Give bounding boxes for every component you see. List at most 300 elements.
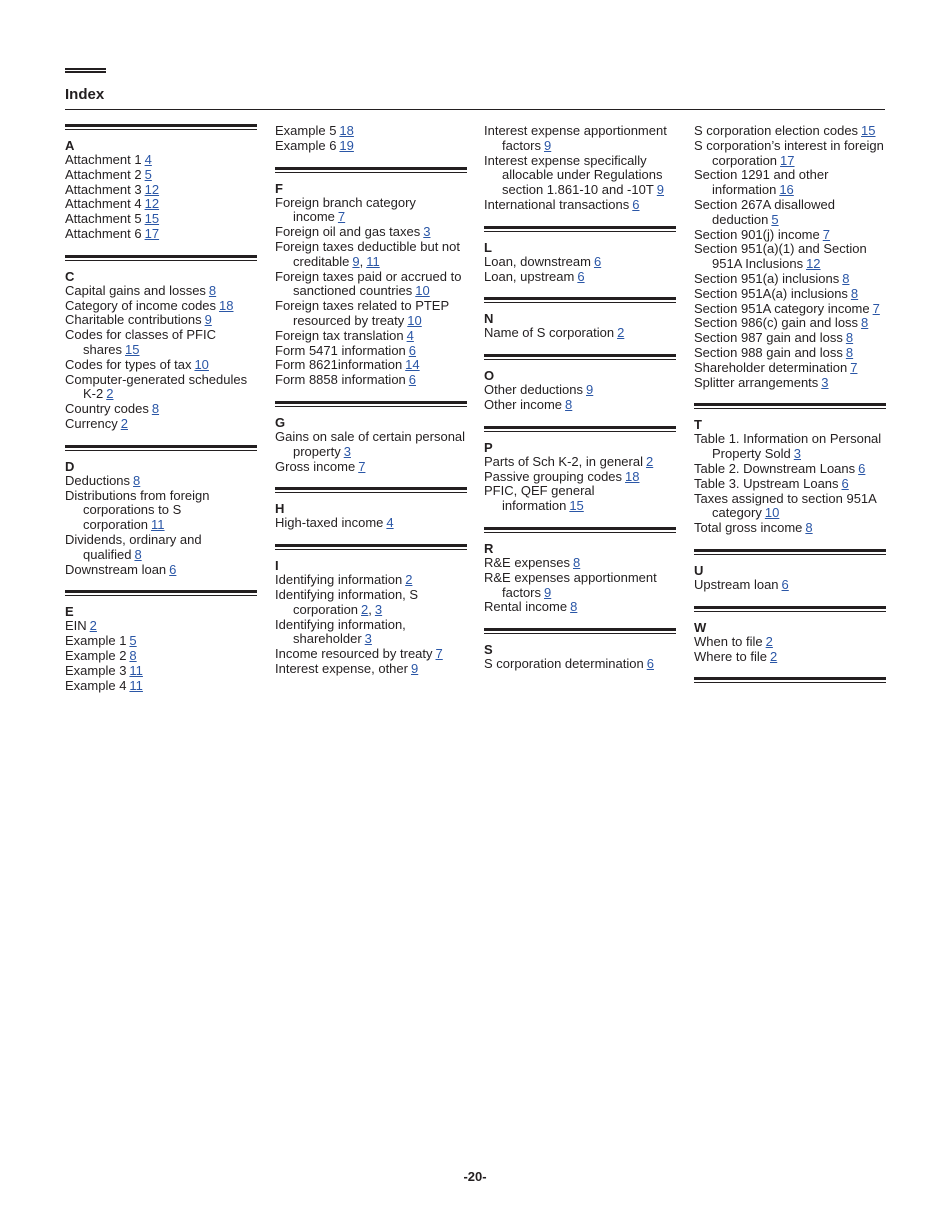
- section-spacer: [275, 531, 467, 544]
- section-letter: I: [275, 558, 279, 574]
- section-spacer: [275, 474, 467, 487]
- page-ref-link[interactable]: 7: [822, 226, 830, 242]
- index-entry-text: Interest expense apportionment factors: [484, 123, 667, 153]
- page-number: -20-: [463, 1169, 487, 1184]
- index-entry: [484, 455, 676, 470]
- index-entry-text: Passive grouping codes: [484, 468, 623, 484]
- page-ref-link[interactable]: 6: [781, 576, 789, 592]
- section-spacer: [484, 213, 676, 226]
- index-entry-text: Identifying information, S corporation: [275, 586, 419, 617]
- index-entry-text: Section 951A category income: [694, 300, 870, 316]
- index-section-continued: [484, 124, 676, 213]
- page-ref-link[interactable]: 4: [386, 515, 394, 531]
- index-column-2: [275, 124, 467, 677]
- index-entry-text: Currency: [65, 415, 118, 431]
- index-entry-text: Foreign branch category income: [275, 194, 416, 225]
- index-entry: [65, 358, 257, 373]
- index-entry: [484, 398, 676, 413]
- index-entry: [65, 373, 257, 403]
- index-entry: [275, 373, 467, 388]
- index-entry: [275, 588, 467, 618]
- index-entry-text: Identifying information, shareholder: [275, 616, 406, 647]
- section-spacer: [65, 432, 257, 445]
- index-entry: [694, 635, 886, 650]
- section-letter: N: [484, 311, 494, 327]
- page-ref-link[interactable]: 3: [423, 224, 431, 240]
- index-entry: [484, 326, 676, 341]
- page-ref-link[interactable]: 12: [144, 181, 160, 197]
- page-ref-link[interactable]: 8: [208, 282, 217, 298]
- section-divider: [484, 226, 676, 232]
- index-entry-text: Section 951(a) inclusions: [694, 270, 840, 286]
- page-ref-link[interactable]: 6: [408, 342, 417, 358]
- index-entry: [484, 556, 676, 571]
- page-ref-link[interactable]: 6: [841, 475, 849, 491]
- index-entry-text: Form 8858 information: [275, 372, 406, 388]
- index-entry: [65, 417, 257, 432]
- index-entry-text: Form 8621information: [275, 357, 403, 373]
- index-entry: [275, 196, 467, 226]
- section-letter: L: [484, 239, 492, 255]
- page-ref-link[interactable]: 8: [845, 330, 854, 346]
- index-entry-text: Capital gains and losses: [65, 282, 206, 298]
- index-entry-text: R&E expenses apportionment factors: [484, 569, 657, 600]
- page-ref-link[interactable]: 2: [645, 453, 654, 469]
- index-entry: [484, 124, 676, 154]
- index-entry: [694, 650, 886, 665]
- index-entry-text: Downstream loan: [65, 561, 167, 577]
- index-entry: [65, 284, 257, 299]
- index-entry-text: Rental income: [484, 599, 568, 615]
- index-entry: [484, 154, 676, 198]
- page-ref-link[interactable]: 11: [151, 517, 165, 533]
- index-entry-text: Table 1. Information on Personal Property Sold: [694, 431, 882, 462]
- index-entry-text: Foreign taxes related to PTEP resourced by treaty: [275, 298, 449, 328]
- page-ref-link[interactable]: 4: [144, 152, 152, 167]
- index-section-t: [694, 403, 886, 536]
- index-entry-text: Upstream loan: [694, 576, 779, 592]
- page-ref-link[interactable]: 2: [769, 648, 778, 664]
- section-divider: [275, 401, 467, 407]
- index-section-l: [484, 226, 676, 285]
- index-entry-text: S corporation election codes: [694, 123, 859, 138]
- page-ref-link[interactable]: 9: [656, 182, 665, 198]
- page-ref-link[interactable]: 8: [570, 599, 578, 615]
- index-entry: [694, 477, 886, 492]
- top-decorative-rule: [65, 68, 106, 73]
- page-ref-link[interactable]: 6: [632, 196, 640, 212]
- index-entry: [65, 664, 257, 679]
- index-entry: [275, 329, 467, 344]
- index-entry: [275, 139, 467, 154]
- page-ref-link[interactable]: 14: [405, 357, 420, 373]
- page-ref-link[interactable]: 9: [544, 137, 552, 153]
- page-ref-link[interactable]: 12: [806, 256, 821, 272]
- page-ref-link[interactable]: 2: [405, 572, 413, 588]
- index-entry: [65, 212, 257, 227]
- index-entry: [275, 344, 467, 359]
- index-entry-text: Codes for types of tax: [65, 356, 192, 372]
- section-letter: G: [275, 414, 286, 430]
- page-ref-link[interactable]: 10: [415, 283, 430, 299]
- page-ref-link[interactable]: 6: [593, 253, 602, 269]
- page-ref-link[interactable]: 16: [779, 182, 794, 198]
- page-ref-link[interactable]: 2: [765, 633, 773, 649]
- page-ref-link[interactable]: 7: [872, 300, 880, 316]
- index-entry-text: R&E expenses: [484, 554, 570, 570]
- page-ref-link[interactable]: 4: [406, 327, 414, 343]
- index-entry-text: Foreign taxes deductible but not creditable: [275, 238, 461, 269]
- page-ref-link[interactable]: 15: [125, 341, 140, 357]
- page-ref-link[interactable]: 8: [129, 647, 137, 663]
- index-entry-text: Parts of Sch K-2, in general: [484, 453, 643, 469]
- index-section-d: [65, 445, 257, 578]
- section-divider: [484, 354, 676, 360]
- index-entry-text: Computer-generated schedules K-2: [65, 371, 248, 402]
- section-letter: T: [694, 417, 702, 433]
- index-entry-text: Section 267A disallowed deduction: [694, 196, 835, 227]
- page-ref-link[interactable]: 15: [861, 123, 876, 138]
- page-ref-link[interactable]: 5: [129, 633, 137, 649]
- page-ref-link[interactable]: 8: [565, 396, 573, 412]
- index-entry-text: S corporation’s interest in foreign corporation: [694, 137, 884, 168]
- index-entry-text: Income resourced by treaty: [275, 646, 433, 662]
- index-entry-text: Charitable contributions: [65, 312, 202, 328]
- index-entry: [65, 679, 257, 694]
- index-entry-text: Gains on sale of certain personal property: [275, 428, 466, 459]
- page-ref-link[interactable]: 2: [617, 325, 625, 341]
- page-ref-link[interactable]: 7: [435, 646, 443, 662]
- index-section-continued: [694, 124, 886, 390]
- page-ref-link[interactable]: 6: [646, 656, 654, 672]
- index-entry-text: Where to file: [694, 648, 767, 664]
- page-ref-link[interactable]: 9: [544, 584, 552, 600]
- page-ref-link[interactable]: 2: [89, 618, 97, 634]
- title-divider: [65, 109, 885, 110]
- section-divider: [275, 167, 467, 173]
- page-ref-link[interactable]: 5: [771, 211, 779, 227]
- index-entry: [65, 183, 257, 198]
- section-divider: [484, 628, 676, 634]
- index-entry: [694, 521, 886, 536]
- section-letter: W: [694, 619, 707, 635]
- index-entry-text: Foreign tax translation: [275, 327, 404, 343]
- index-entry-text: Table 2. Downstream Loans: [694, 460, 856, 476]
- section-letter: O: [484, 368, 495, 384]
- index-entry: [65, 153, 257, 168]
- page-ref-link[interactable]: 9: [204, 312, 212, 328]
- section-divider: [694, 606, 886, 612]
- index-entry-text: High-taxed income: [275, 515, 384, 531]
- index-entry: [694, 316, 886, 331]
- index-entry-text: Section 987 gain and loss: [694, 330, 843, 346]
- section-spacer: [694, 536, 886, 549]
- index-entry: [65, 489, 257, 533]
- index-entry: [65, 328, 257, 358]
- page-title: Index: [65, 86, 105, 103]
- section-divider: [694, 403, 886, 409]
- index-section-e: [65, 590, 257, 693]
- section-spacer: [275, 388, 467, 401]
- page-ref-link[interactable]: 18: [625, 468, 640, 484]
- page-ref-link[interactable]: 18: [219, 297, 234, 313]
- section-divider: [275, 544, 467, 550]
- section-divider: [65, 590, 257, 596]
- section-letter: P: [484, 439, 493, 455]
- page-ref-link[interactable]: 2: [120, 415, 128, 431]
- index-entry: [694, 242, 886, 272]
- index-entry: [694, 124, 886, 139]
- page-ref-link[interactable]: 7: [337, 209, 346, 225]
- index-entry-text: Other income: [484, 396, 563, 412]
- index-entry: [275, 299, 467, 329]
- index-entry-text: Attachment 6: [65, 225, 142, 241]
- page-ref-link[interactable]: 3: [374, 601, 383, 617]
- index-entry-text: Shareholder determination: [694, 359, 848, 375]
- index-section-continued: [275, 124, 467, 154]
- page-ref-link[interactable]: 8: [133, 472, 141, 488]
- index-section-u: [694, 549, 886, 593]
- index-entry: [694, 272, 886, 287]
- page-ref-link[interactable]: 8: [134, 546, 142, 562]
- index-entry-text: Identifying information: [275, 572, 403, 588]
- index-entry: [65, 168, 257, 183]
- page-ref-link[interactable]: 7: [358, 458, 366, 474]
- index-entry: [484, 571, 676, 601]
- index-entry-text: Example 4: [65, 677, 127, 693]
- section-spacer: [484, 284, 676, 297]
- section-spacer: [275, 154, 467, 167]
- index-entry-text: Attachment 5: [65, 211, 142, 227]
- index-entry: [275, 460, 467, 475]
- page-ref-link[interactable]: 10: [194, 356, 209, 372]
- index-entry: [694, 139, 886, 169]
- page-ref-link[interactable]: 3: [821, 374, 829, 390]
- page-ref-link[interactable]: 17: [144, 225, 160, 241]
- index-entry: [65, 619, 257, 634]
- index-entry: [694, 346, 886, 361]
- index-entry-text: Name of S corporation: [484, 325, 615, 341]
- index-entry: [65, 563, 257, 578]
- index-entry-text: Dividends, ordinary and qualified: [65, 531, 202, 562]
- index-entry: [65, 474, 257, 489]
- index-entry: [65, 299, 257, 314]
- page-ref-link[interactable]: 10: [764, 505, 780, 521]
- section-spacer: [484, 514, 676, 527]
- index-section-c: [65, 255, 257, 432]
- index-entry-text: Country codes: [65, 401, 149, 417]
- index-entry: [694, 331, 886, 346]
- index-entry-text: EIN: [65, 618, 87, 634]
- index-entry-text: Attachment 4: [65, 196, 142, 212]
- page-ref-link[interactable]: 15: [569, 498, 584, 514]
- index-entry: [275, 240, 467, 270]
- index-entry: [694, 168, 886, 198]
- page-ref-link[interactable]: 8: [861, 315, 869, 331]
- index-entry: [65, 197, 257, 212]
- section-divider: [65, 445, 257, 451]
- index-entry: [65, 227, 257, 242]
- page-ref-link[interactable]: 10: [407, 312, 422, 328]
- section-letter: D: [65, 458, 75, 474]
- page-ref-link[interactable]: 8: [151, 401, 160, 417]
- section-divider: [484, 527, 676, 533]
- index-entry: [275, 647, 467, 662]
- page-ref-link[interactable]: 8: [805, 520, 813, 536]
- index-section-h: [275, 487, 467, 531]
- index-entry-text: Foreign oil and gas taxes: [275, 224, 421, 240]
- index-entry-text: Loan, upstream: [484, 268, 575, 284]
- page-ref-link[interactable]: 11: [366, 253, 380, 269]
- index-entry-text: S corporation determination: [484, 656, 644, 672]
- index-entry: [484, 270, 676, 285]
- index-entry: [484, 255, 676, 270]
- page-ref-link[interactable]: 7: [850, 359, 858, 375]
- index-entry: [275, 124, 467, 139]
- index-entry-text: Interest expense, other: [275, 660, 408, 676]
- index-entry-text: Category of income codes: [65, 297, 217, 313]
- page-ref-link[interactable]: 15: [144, 211, 160, 227]
- page-ref-link[interactable]: 9: [586, 382, 594, 398]
- section-letter: C: [65, 268, 75, 284]
- section-spacer: [694, 593, 886, 606]
- index-entry: [484, 470, 676, 485]
- section-letter: U: [694, 562, 704, 578]
- index-section-g: [275, 401, 467, 474]
- page-ref-link[interactable]: 19: [339, 137, 354, 153]
- page-ref-link[interactable]: 5: [144, 166, 152, 182]
- index-section-r: [484, 527, 676, 615]
- page-ref-link[interactable]: 2: [361, 601, 369, 617]
- index-section-s: [484, 628, 676, 672]
- index-entry-text: Attachment 1: [65, 152, 142, 167]
- index-entry: [65, 649, 257, 664]
- index-entry: [275, 358, 467, 373]
- index-entry: [65, 313, 257, 328]
- index-column-4: [694, 124, 886, 683]
- section-letter: S: [484, 642, 493, 658]
- index-entry-text: Attachment 2: [65, 166, 142, 182]
- section-letter: A: [65, 138, 75, 153]
- index-entry: [275, 430, 467, 460]
- page-ref-link[interactable]: 8: [845, 344, 854, 360]
- section-spacer: [484, 413, 676, 426]
- index-section-f: [275, 167, 467, 388]
- index-entry-text: Splitter arrangements: [694, 374, 819, 390]
- page-ref-link[interactable]: 3: [364, 631, 372, 647]
- page-ref-link[interactable]: 6: [169, 561, 177, 577]
- index-section-i: [275, 544, 467, 677]
- index-entry-text: Loan, downstream: [484, 253, 591, 269]
- index-entry-text: Foreign taxes paid or accrued to sanctioned countries: [275, 268, 462, 299]
- section-divider: [484, 297, 676, 303]
- index-entry: [694, 228, 886, 243]
- page-ref-link[interactable]: 9: [410, 660, 419, 676]
- section-divider: [484, 426, 676, 432]
- page-ref-link[interactable]: 8: [850, 285, 859, 301]
- section-spacer: [694, 390, 886, 403]
- index-entry-text: Gross income: [275, 458, 356, 474]
- page-ref-link[interactable]: 3: [793, 446, 801, 462]
- index-entry: [484, 383, 676, 398]
- index-entry: [694, 492, 886, 522]
- index-entry-text: Example 5: [275, 123, 337, 138]
- index-section-n: [484, 297, 676, 341]
- section-letter: R: [484, 540, 494, 556]
- index-entry-text: Section 986(c) gain and loss: [694, 315, 859, 331]
- index-entry-text: Section 988 gain and loss: [694, 344, 843, 360]
- index-entry: [694, 361, 886, 376]
- index-section-w: [694, 606, 886, 665]
- index-entry-text: Example 2: [65, 647, 127, 663]
- page-ref-link[interactable]: 12: [144, 196, 160, 212]
- index-entry: [275, 573, 467, 588]
- index-entry: [694, 198, 886, 228]
- index-entry-text: Table 3. Upstream Loans: [694, 475, 839, 491]
- section-letter: H: [275, 501, 285, 517]
- index-entry-text: Example 1: [65, 633, 127, 649]
- page-ref-link[interactable]: 9: [352, 253, 360, 269]
- index-entry: [65, 402, 257, 417]
- index-entry: [484, 600, 676, 615]
- index-entry-text: Attachment 3: [65, 181, 142, 197]
- page-ref-link[interactable]: 18: [339, 123, 354, 138]
- index-entry-text: International transactions: [484, 196, 630, 212]
- page-ref-link[interactable]: 6: [858, 460, 866, 476]
- index-entry: [275, 225, 467, 240]
- index-section-o: [484, 354, 676, 413]
- section-divider: [65, 255, 257, 261]
- index-entry-text: Other deductions: [484, 382, 584, 398]
- page-ref-link[interactable]: 8: [573, 554, 581, 570]
- index-entry: [484, 484, 676, 514]
- index-entry: [694, 376, 886, 391]
- index-entry: [694, 287, 886, 302]
- index-entry-text: Section 901(j) income: [694, 226, 820, 242]
- index-entry: [65, 533, 257, 563]
- index-entry-text: Taxes assigned to section 951A category: [694, 490, 877, 521]
- index-entry-text: Section 951A(a) inclusions: [694, 285, 848, 301]
- page-ref-link[interactable]: 11: [129, 662, 143, 678]
- page-ref-link[interactable]: 6: [577, 268, 585, 284]
- index-entry: [694, 578, 886, 593]
- index-entry-text: PFIC, QEF general information: [484, 483, 595, 514]
- page-ref-link[interactable]: 17: [780, 152, 795, 168]
- index-entry-text: Deductions: [65, 472, 131, 488]
- section-letter: E: [65, 604, 74, 620]
- index-entry-text: Total gross income: [694, 520, 803, 536]
- index-entry: [275, 662, 467, 677]
- index-entry-text: Example 3: [65, 662, 127, 678]
- index-entry-text: Section 951(a)(1) and Section 951A Inclusions: [694, 241, 867, 272]
- index-entry-text: Section 1291 and other information: [694, 167, 829, 198]
- index-section-a: [65, 124, 257, 242]
- page-ref-separator: ,: [359, 253, 364, 269]
- page-ref-link[interactable]: 2: [106, 386, 114, 402]
- page-ref-separator: ,: [368, 601, 372, 617]
- page-ref-link[interactable]: 8: [842, 270, 850, 286]
- index-entry: [275, 618, 467, 648]
- index-entry: [65, 634, 257, 649]
- page-ref-link[interactable]: 11: [129, 677, 143, 693]
- page-ref-link[interactable]: 6: [408, 372, 417, 388]
- page-ref-link[interactable]: 3: [343, 443, 351, 459]
- index-entry: [484, 198, 676, 213]
- index-entry: [275, 516, 467, 531]
- index-column-1: [65, 124, 257, 693]
- section-divider: [694, 549, 886, 555]
- index-entry: [484, 657, 676, 672]
